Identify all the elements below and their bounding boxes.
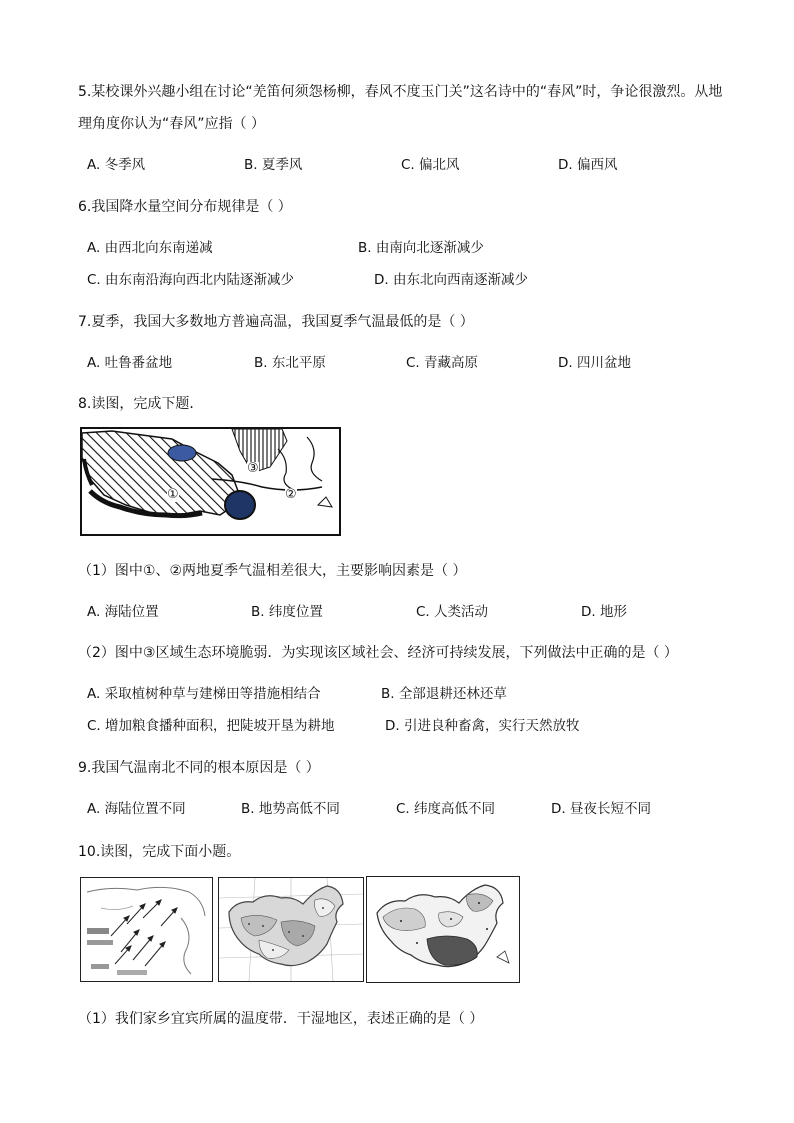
q10-regions-map-figure [218, 877, 364, 982]
q8-map-label-3: ③ [247, 461, 259, 476]
q5-option-a[interactable]: A. 冬季风 [87, 157, 146, 173]
q8-sub2-option-a[interactable]: A. 采取植树种草与建梯田等措施相结合 [87, 686, 321, 702]
q7-option-a[interactable]: A. 吐鲁番盆地 [87, 355, 173, 371]
q5-option-d[interactable]: D. 偏西风 [558, 157, 618, 173]
q9-stem: 9.我国气温南北不同的根本原因是（ ） [78, 760, 320, 776]
q8-sub1-option-c[interactable]: C. 人类活动 [416, 604, 489, 620]
q8-map-figure [80, 427, 341, 536]
q8-sub2-option-d[interactable]: D. 引进良种畜禽，实行天然放牧 [385, 718, 580, 734]
q8-sub1-stem: （1）图中①、②两地夏季气温相差很大，主要影响因素是（ ） [78, 563, 467, 579]
q7-option-b[interactable]: B. 东北平原 [254, 355, 326, 371]
q5-stem-line1: 5.某校课外兴趣小组在讨论“羌笛何须怨杨柳，春风不度玉门关”这名诗中的“春风”时，争论很激烈。从地 [78, 84, 723, 100]
q8-map-label-2: ② [285, 487, 297, 502]
q5-option-b[interactable]: B. 夏季风 [244, 157, 303, 173]
q8-sub1-option-b[interactable]: B. 纬度位置 [251, 604, 323, 620]
q10-wind-map-figure [80, 877, 213, 982]
q5-option-c[interactable]: C. 偏北风 [401, 157, 460, 173]
q8-map-label-1: ① [167, 487, 179, 502]
q7-option-d[interactable]: D. 四川盆地 [558, 355, 631, 371]
q6-option-b[interactable]: B. 由南向北逐渐减少 [358, 240, 484, 256]
q8-stem: 8.读图，完成下题． [78, 396, 204, 412]
q7-option-c[interactable]: C. 青藏高原 [406, 355, 479, 371]
q9-option-b[interactable]: B. 地势高低不同 [241, 801, 340, 817]
q6-option-a[interactable]: A. 由西北向东南递减 [87, 240, 213, 256]
q9-option-c[interactable]: C. 纬度高低不同 [396, 801, 496, 817]
q8-sub1-option-a[interactable]: A. 海陆位置 [87, 604, 159, 620]
q8-sub2-stem: （2）图中③区域生态环境脆弱．为实现该区域社会、经济可持续发展，下列做法中正确的是（ ） [78, 645, 678, 661]
q9-option-a[interactable]: A. 海陆位置不同 [87, 801, 186, 817]
q10-stem: 10.读图，完成下面小题。 [78, 844, 241, 860]
q6-option-d[interactable]: D. 由东北向西南逐渐减少 [374, 272, 528, 288]
q6-option-c[interactable]: C. 由东南沿海向西北内陆逐渐减少 [87, 272, 295, 288]
q6-stem: 6.我国降水量空间分布规律是（ ） [78, 199, 292, 215]
q10-zones-map-figure [366, 876, 520, 983]
q10-sub1-stem: （1）我们家乡宜宾所属的温度带．干湿地区，表述正确的是（ ） [78, 1011, 484, 1027]
q9-option-d[interactable]: D. 昼夜长短不同 [551, 801, 651, 817]
q8-sub2-option-b[interactable]: B. 全部退耕还林还草 [381, 686, 507, 702]
q8-sub2-option-c[interactable]: C. 增加粮食播种面积，把陡坡开垦为耕地 [87, 718, 335, 734]
q7-stem: 7.夏季，我国大多数地方普遍高温，我国夏季气温最低的是（ ） [78, 314, 474, 330]
q8-sub1-option-d[interactable]: D. 地形 [581, 604, 627, 620]
q5-stem-line2: 理角度你认为“春风”应指（ ） [78, 116, 265, 132]
